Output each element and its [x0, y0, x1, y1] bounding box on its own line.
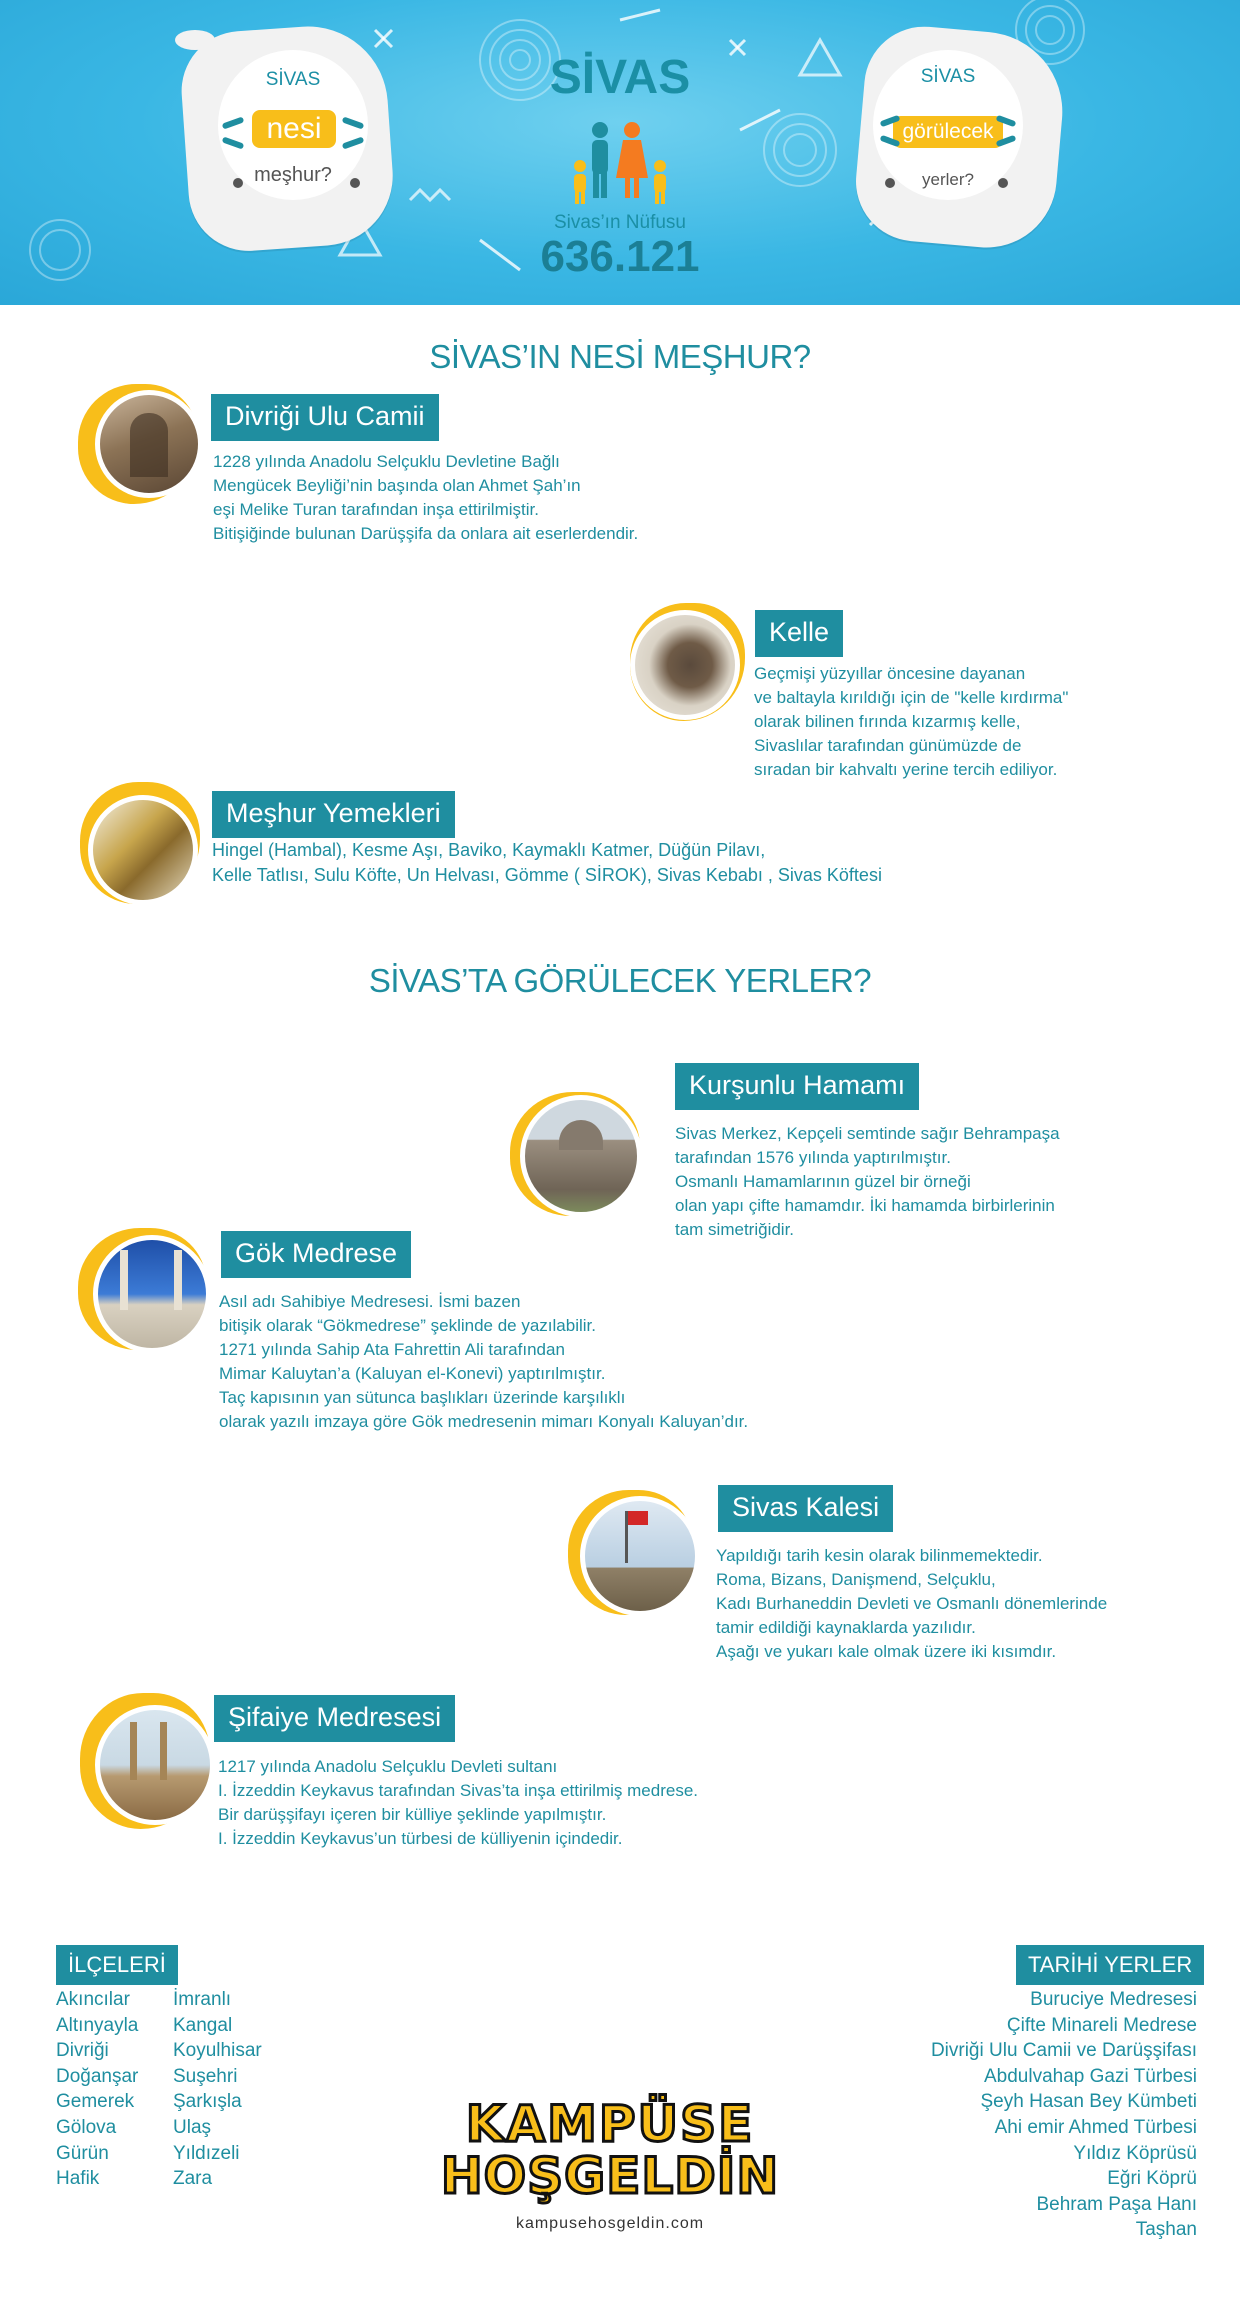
- family-icon: [570, 120, 670, 210]
- right-bubble-top: SİVAS: [920, 66, 976, 87]
- famous-section-title: SİVAS’IN NESİ MEŞHUR?: [429, 338, 811, 375]
- historic-place-item: Behram Paşa Hanı: [1036, 2193, 1197, 2215]
- left-bubble-highlight: nesi: [252, 110, 336, 148]
- district-item: Altınyayla: [56, 2014, 139, 2036]
- kelle-label: Kelle: [755, 610, 843, 657]
- district-item: Gölova: [56, 2116, 117, 2138]
- district-item: Doğanşar: [56, 2065, 139, 2087]
- kelle-description: Geçmişi yüzyıllar öncesine dayanan ve baltayla kırıldığı için de "kelle kırdırma" olarak bilinen fırında kızarmış kelle, Sivaslılar tarafından günümüzde de sıradan bir kahvaltı yerine tercih ediliyor.: [754, 664, 1069, 779]
- historic-place-item: Eğri Köprü: [1107, 2168, 1197, 2190]
- district-item: Gemerek: [56, 2091, 135, 2113]
- right-bubble-highlight: görülecek: [893, 116, 1003, 148]
- sivas-kalesi-description: Yapıldığı tarih kesin olarak bilinmemektedir. Roma, Bizans, Danişmend, Selçuklu, Kadı Burhaneddin Devleti ve Osmanlı dönemlerinde tamir edildiği kaynaklarda yazılıdır. Aşağı ve yukarı kale olmak üzere iki kısımdır.: [716, 1546, 1108, 1661]
- district-item: İmranlı: [173, 1989, 232, 2010]
- districts-column-1: [56, 1987, 166, 2192]
- historic-place-item: Abdulvahap Gazi Türbesi: [984, 2065, 1197, 2087]
- kelle-photo: [630, 610, 740, 720]
- sifaiye-description: 1217 yılında Anadolu Selçuklu Devleti sultanı I. İzzeddin Keykavus tarafından Sivas’ta inşa ettirilmiş medrese. Bir darüşşifayı içeren bir külliye şeklinde yapılmıştır. I. İzzeddin Keykavus’un türbesi de külliyenin içindedir.: [218, 1757, 698, 1848]
- districts-column-2: [173, 1987, 283, 2192]
- district-item: Zara: [173, 2168, 213, 2190]
- foods-description: Hingel (Hambal), Kesme Aşı, Baviko, Kaymaklı Katmer, Düğün Pilavı, Kelle Tatlısı, Sulu Köfte, Un Helvası, Gömme ( SİROK), Sivas Kebabı , Sivas Köftesi: [212, 840, 882, 885]
- left-bubble-bottom: meşhur?: [254, 164, 332, 186]
- historic-place-item: Şeyh Hasan Bey Kümbeti: [980, 2091, 1197, 2113]
- logo-line-1: KAMPÜSE: [465, 2095, 755, 2153]
- historic-place-item: Yıldız Köprüsü: [1073, 2142, 1197, 2164]
- district-item: Kangal: [173, 2014, 233, 2036]
- places-section-title: SİVAS’TA GÖRÜLECEK YERLER?: [368, 962, 872, 999]
- district-item: Gürün: [56, 2142, 109, 2164]
- divrigi-label: Divriği Ulu Camii: [211, 394, 439, 441]
- sifaiye-label: Şifaiye Medresesi: [214, 1695, 455, 1742]
- right-bubble-bottom: yerler?: [922, 170, 974, 189]
- sifaiye-photo: [95, 1705, 215, 1825]
- historic-places-list: [850, 1987, 1197, 2243]
- gok-medrese-label: Gök Medrese: [221, 1231, 411, 1278]
- food-photo: [88, 795, 198, 905]
- historic-heading: TARİHİ YERLER: [1016, 1945, 1204, 1985]
- hamam-photo: [520, 1095, 642, 1217]
- gok-medrese-description: Asıl adı Sahibiye Medresesi. İsmi bazen bitişik olarak “Gökmedrese” şeklinde de yazılabilir. 1271 yılında Sahip Ata Fahrettin Ali tarafından Mimar Kaluytan’a (Kaluyan el-Konevi) yaptırılmıştır. Taç kapısının yan sütunca başlıkları üzerinde karşılıklı olarak yazılı imzaya göre Gök medresenin mimarı Konyalı Kaluyan’dır.: [219, 1292, 749, 1431]
- left-bubble-top: SİVAS: [265, 69, 321, 90]
- sivas-kalesi-label: Sivas Kalesi: [718, 1485, 893, 1532]
- dot: [233, 178, 243, 188]
- district-item: Yıldızeli: [173, 2142, 240, 2164]
- district-item: Koyulhisar: [173, 2040, 262, 2062]
- sivas-kalesi-photo: [580, 1496, 700, 1616]
- kampuse-logo: [400, 2095, 820, 2245]
- bubble-cloud-puff: [175, 30, 215, 50]
- gok-medrese-photo: [93, 1235, 211, 1353]
- hamam-description: Sivas Merkez, Kepçeli semtinde sağır Behrampaşa tarafından 1576 yılında yaptırılmıştır. Osmanlı Hamamlarının güzel bir örneği olan yapı çifte hamamdır. İki hamamda birbirlerinin tam simetriğidir.: [675, 1124, 1060, 1239]
- population-value: 636.121: [540, 232, 700, 281]
- population-label: Sivas’ın Nüfusu: [553, 212, 686, 233]
- divrigi-mosque-photo: [95, 390, 203, 498]
- district-item: Ulaş: [173, 2116, 212, 2138]
- foods-label: Meşhur Yemekleri: [212, 791, 455, 838]
- historic-place-item: Taşhan: [1135, 2219, 1197, 2241]
- district-item: Akıncılar: [56, 1989, 130, 2010]
- hamam-label: Kurşunlu Hamamı: [675, 1063, 919, 1110]
- districts-heading: İLÇELERİ: [56, 1945, 178, 1985]
- header-title: SİVAS: [549, 51, 691, 104]
- logo-url[interactable]: kampusehosgeldin.com: [515, 2215, 705, 2232]
- historic-place-item: Buruciye Medresesi: [1030, 1989, 1197, 2010]
- divrigi-description: 1228 yılında Anadolu Selçuklu Devletine Bağlı Mengücek Beyliği’nin başında olan Ahmet Şah’ın eşi Melike Turan tarafından inşa ettirilmiştir. Bitişiğinde bulunan Darüşşifa da onlara ait eserlerdendir.: [213, 452, 639, 543]
- dot: [998, 178, 1008, 188]
- historic-place-item: Ahi emir Ahmed Türbesi: [994, 2116, 1197, 2138]
- hero-banner: [0, 0, 1240, 305]
- district-item: Hafik: [56, 2168, 100, 2190]
- district-item: Suşehri: [173, 2065, 238, 2087]
- historic-place-item: Divriği Ulu Camii ve Darüşşifası: [930, 2040, 1197, 2062]
- district-item: Şarkışla: [173, 2091, 242, 2113]
- district-item: Divriği: [56, 2040, 109, 2062]
- dot: [350, 178, 360, 188]
- dot: [885, 178, 895, 188]
- logo-line-2: HOŞGELDİN: [440, 2147, 780, 2205]
- historic-place-item: Çifte Minareli Medrese: [1006, 2014, 1197, 2036]
